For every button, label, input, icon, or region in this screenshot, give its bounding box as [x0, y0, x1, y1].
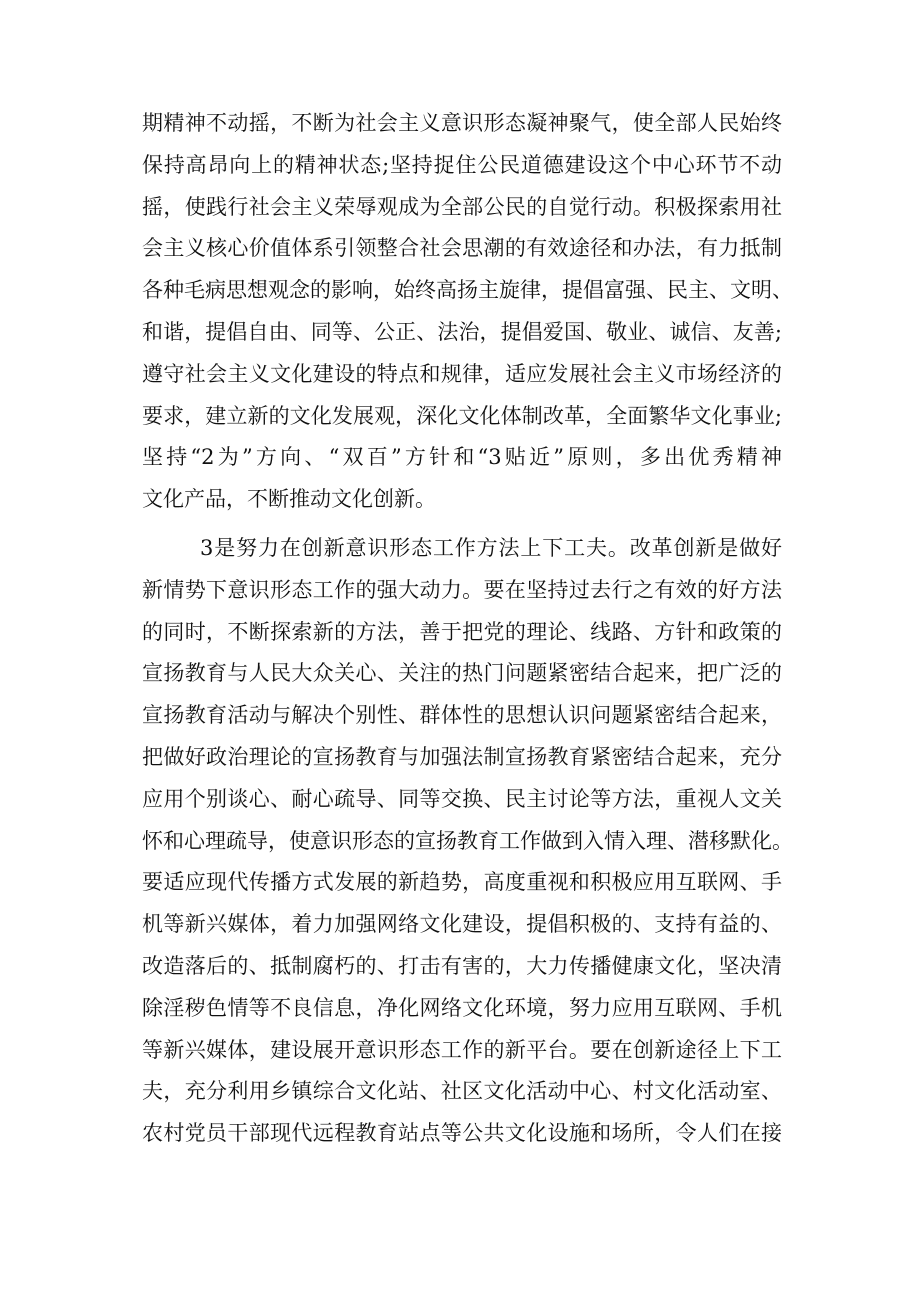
paragraph-2-line: 的同时，不断探索新的方法，善于把党的理论、线路、方针和政策的 [142, 619, 782, 644]
paragraph-2-line: 怀和心理疏导，使意识形态的宣扬教育工作做到入情入理、潜移默化。 [142, 828, 793, 853]
paragraph-2-line: 把做好政治理论的宣扬教育与加强法制宣扬教育紧密结合起来，充分 [142, 744, 782, 769]
paragraph-2-line: 除淫秽色情等不良信息，净化网络文化环境，努力应用互联网、手机 [142, 995, 782, 1020]
paragraph-2-line: 3是努力在创新意识形态工作方法上下工夫。改革创新是做好 [200, 536, 782, 560]
paragraph-2-line: 应用个别谈心、耐心疏导、同等交换、民主讨论等方法，重视人文关 [142, 786, 782, 811]
paragraph-2-line: 宣扬教育与人民大众关心、关注的热门问题紧密结合起来，把广泛的 [142, 661, 782, 686]
paragraph-1-line: 要求，建立新的文化发展观，深化文化体制改革，全面繁华文化事业; [142, 403, 782, 428]
paragraph-2-line: 机等新兴媒体，着力加强网络文化建设，提倡积极的、支持有益的、 [142, 912, 782, 937]
paragraph-1-line: 坚持“2为”方向、“双百”方针和“3贴近”原则，多出优秀精神 [142, 445, 782, 470]
paragraph-1-line: 各种毛病思想观念的影响，始终高扬主旋律，提倡富强、民主、文明、 [142, 278, 793, 303]
paragraph-2-line: 农村党员干部现代远程教育站点等公共文化设施和场所，令人们在接 [142, 1121, 782, 1146]
paragraph-2-line: 要适应现代传播方式发展的新趋势，高度重视和积极应用互联网、手 [142, 870, 782, 895]
paragraph-1-line: 遵守社会主义文化建设的特点和规律，适应发展社会主义市场经济的 [142, 361, 782, 386]
paragraph-1-line: 会主义核心价值体系引领整合社会思潮的有效途径和办法，有力抵制 [142, 236, 782, 261]
paragraph-1 [142, 103, 793, 521]
paragraph-2-line: 夫，充分利用乡镇综合文化站、社区文化活动中心、村文化活动室、 [142, 1079, 782, 1104]
paragraph-2-line: 新情势下意识形态工作的强大动力。要在坚持过去行之有效的好方法 [142, 577, 782, 602]
paragraph-2-line: 宣扬教育活动与解决个别性、群体性的思想认识问题紧密结合起来， [142, 703, 782, 728]
paragraph-1-line: 和谐，提倡自由、同等、公正、法治，提倡爱国、敬业、诚信、友善; [142, 319, 782, 344]
paragraph-2-line: 改造落后的、抵制腐朽的、打击有害的，大力传播健康文化，坚决清 [142, 953, 782, 978]
paragraph-1-line: 期精神不动摇，不断为社会主义意识形态凝神聚气，使全部人民始终 [142, 111, 782, 135]
paragraph-1-line: 文化产品，不断推动文化创新。 [142, 487, 436, 512]
paragraph-1-line: 摇，使践行社会主义荣辱观成为全部公民的自觉行动。积极探索用社 [142, 194, 782, 219]
paragraph-2 [142, 528, 793, 1155]
paragraph-2-line: 等新兴媒体，建设展开意识形态工作的新平台。要在创新途径上下工 [142, 1037, 782, 1062]
paragraph-1-line: 保持高昂向上的精神状态;坚持捉住公民道德建设这个中心环节不动 [142, 152, 782, 177]
